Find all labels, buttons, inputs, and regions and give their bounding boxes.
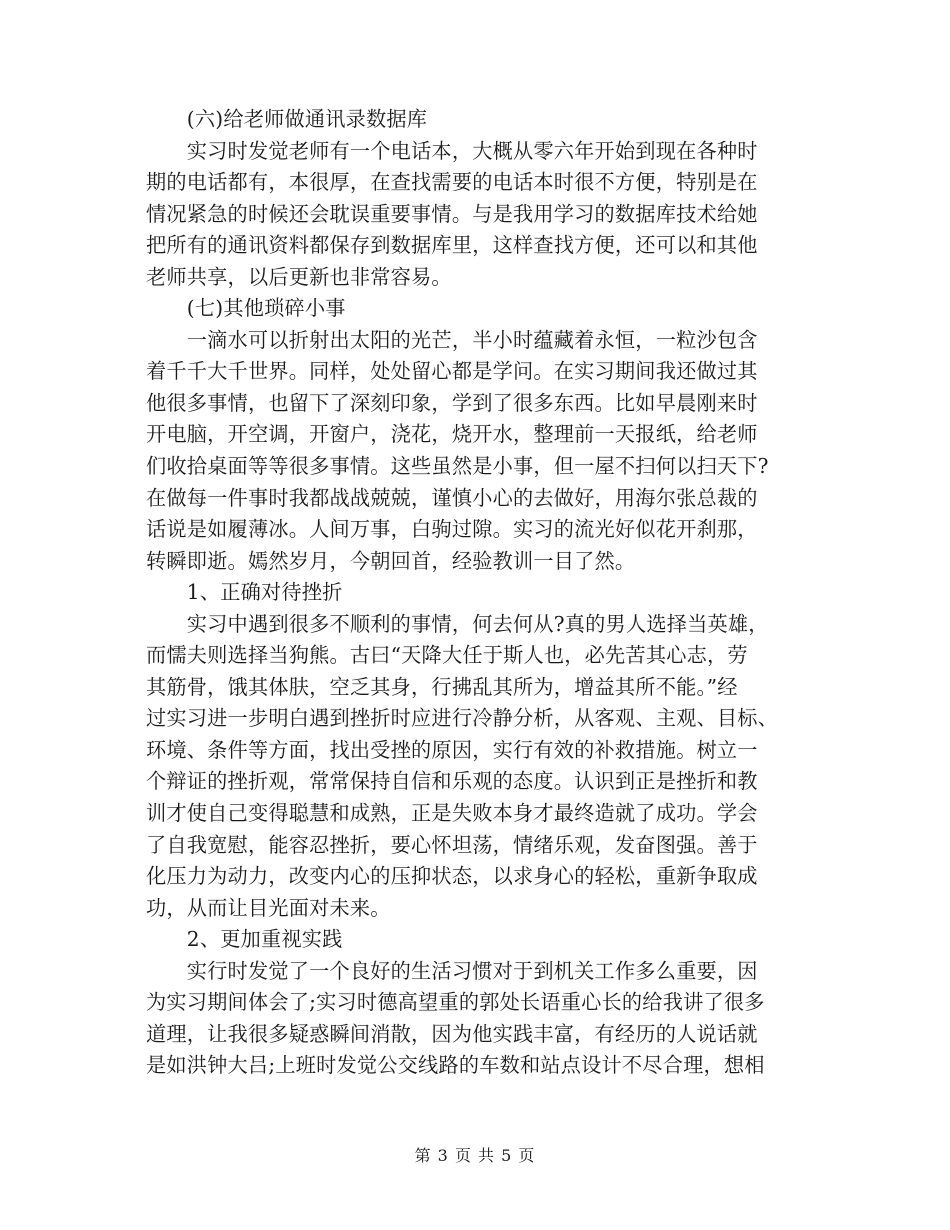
text-line: 把所有的通讯资料都保存到数据库里，这样查找方便，还可以和其他 bbox=[146, 233, 758, 258]
text-line: 1、正确对待挫折 bbox=[146, 580, 343, 605]
text-line: 了自我宽慰，能容忍挫折，要心怀坦荡，情绪乐观，发奋图强。善于 bbox=[146, 832, 758, 857]
text-line: 期的电话都有，本很厚，在查找需要的电话本时很不方便，特别是在 bbox=[146, 170, 758, 195]
text-line: 们收拾桌面等等很多事情。这些虽然是小事，但一屋不扫何以扫天下? bbox=[146, 454, 769, 479]
page-number-label: 第 3 页 共 5 页 bbox=[414, 1146, 536, 1165]
text-line: (七)其他琐碎小事 bbox=[146, 296, 346, 321]
text-line: 道理，让我很多疑惑瞬间消散，因为他实践丰富，有经历的人说话就 bbox=[146, 1021, 758, 1046]
text-line: 转瞬即逝。嫣然岁月，今朝回首，经验教训一目了然。 bbox=[146, 548, 636, 573]
text-line: 着千千大千世界。同样，处处留心都是学问。在实习期间我还做过其 bbox=[146, 359, 758, 384]
text-line: 在做每一件事时我都战战兢兢，谨慎小心的去做好，用海尔张总裁的 bbox=[146, 485, 758, 510]
text-line: 功，从而让目光面对未来。 bbox=[146, 895, 391, 920]
text-line: 化压力为动力，改变内心的压抑状态，以求身心的轻松，重新争取成 bbox=[146, 864, 758, 889]
text-line: 实习时发觉老师有一个电话本，大概从零六年开始到现在各种时 bbox=[146, 138, 758, 163]
text-line: 开电脑，开空调，开窗户，浇花，烧开水，整理前一天报纸，给老师 bbox=[146, 422, 758, 447]
text-line: 实习中遇到很多不顺利的事情，何去何从?真的男人选择当英雄， bbox=[146, 611, 769, 636]
text-line: 为实习期间体会了;实习时德高望重的郭处长语重心长的给我讲了很多 bbox=[146, 990, 765, 1015]
text-line: 环境、条件等方面，找出受挫的原因，实行有效的补救措施。树立一 bbox=[146, 737, 758, 762]
text-line: 过实习进一步明白遇到挫折时应进行冷静分析，从客观、主观、目标、 bbox=[146, 706, 779, 731]
text-line: 其筋骨，饿其体肤，空乏其身，行拂乱其所为，增益其所不能。”经 bbox=[146, 674, 738, 699]
text-line: 他很多事情，也留下了深刻印象，学到了很多东西。比如早晨刚来时 bbox=[146, 390, 758, 415]
text-line: 话说是如履薄冰。人间万事，白驹过隙。实习的流光好似花开刹那， bbox=[146, 517, 758, 542]
text-line: 实行时发觉了一个良好的生活习惯对于到机关工作多么重要，因 bbox=[146, 958, 758, 983]
text-line: 2、更加重视实践 bbox=[146, 927, 343, 952]
text-line: 训才使自己变得聪慧和成熟，正是失败本身才最终造就了成功。学会 bbox=[146, 801, 758, 826]
text-line: 老师共享，以后更新也非常容易。 bbox=[146, 264, 452, 289]
document-body bbox=[146, 104, 801, 1082]
text-line: 是如洪钟大吕;上班时发觉公交线路的车数和站点设计不尽合理，想相 bbox=[146, 1053, 765, 1078]
text-line: 而懦夫则选择当狗熊。古曰“天降大任于斯人也，必先苦其心志，劳 bbox=[146, 643, 748, 668]
text-line: 个辩证的挫折观，常常保持自信和乐观的态度。认识到正是挫折和教 bbox=[146, 769, 758, 794]
page-footer bbox=[0, 1145, 950, 1167]
text-line: 一滴水可以折射出太阳的光芒，半小时蕴藏着永恒，一粒沙包含 bbox=[146, 327, 758, 352]
text-line: (六)给老师做通讯录数据库 bbox=[146, 107, 428, 131]
text-line: 情况紧急的时候还会耽误重要事情。与是我用学习的数据库技术给她 bbox=[146, 201, 758, 226]
